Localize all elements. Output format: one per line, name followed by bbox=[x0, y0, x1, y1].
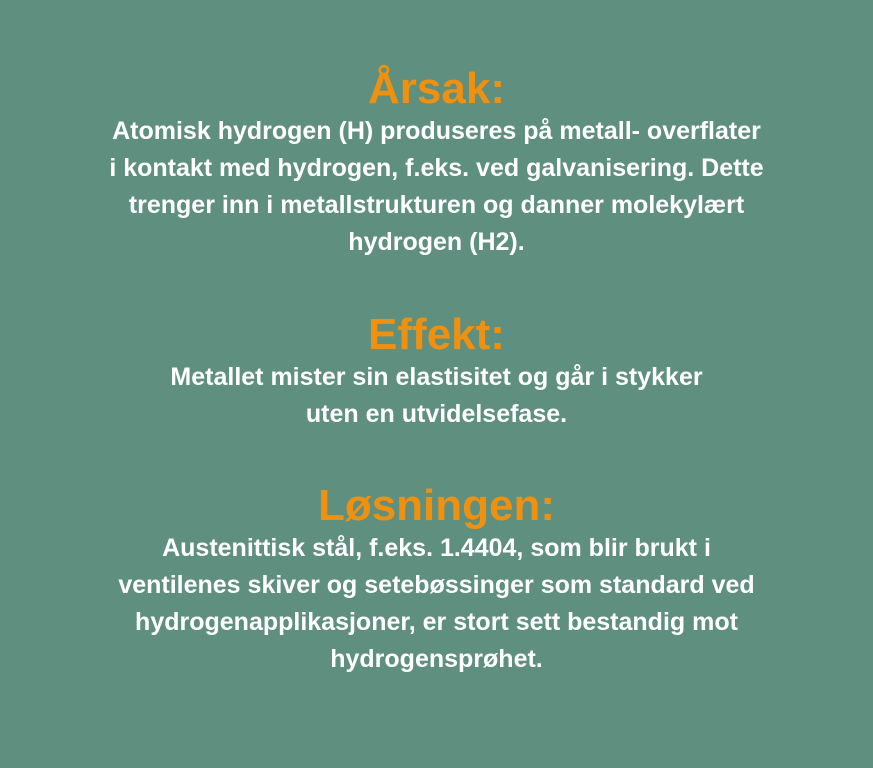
cause-text-line: i kontakt med hydrogen, f.eks. ved galvanisering. Dette bbox=[109, 154, 764, 182]
cause-text-line: trenger inn i metallstrukturen og danner molekylært bbox=[128, 191, 745, 219]
effect-text-line: Metallet mister sin elastisitet og går i stykker bbox=[170, 363, 703, 391]
cause-text-line: hydrogen (H2). bbox=[348, 228, 525, 256]
solution-text-line: hydrogenapplikasjoner, er stort sett bestandig mot bbox=[135, 608, 738, 636]
cause-text bbox=[37, 113, 837, 261]
cause-section bbox=[0, 65, 873, 261]
solution-section bbox=[0, 482, 873, 678]
solution-text-line: hydrogensprøhet. bbox=[330, 645, 543, 673]
effect-section bbox=[0, 311, 873, 433]
effect-text-line: uten en utvidelsefase. bbox=[305, 400, 568, 428]
solution-text-line: ventilenes skiver og setebøssinger som standard ved bbox=[118, 571, 755, 599]
solution-text-line: Austenittisk stål, f.eks. 1.4404, som blir brukt i bbox=[162, 534, 711, 562]
solution-heading: Løsningen: bbox=[317, 481, 556, 530]
effect-text bbox=[87, 359, 787, 433]
effect-heading: Effekt: bbox=[368, 310, 505, 359]
cause-heading: Årsak: bbox=[368, 64, 505, 113]
cause-text-line: Atomisk hydrogen (H) produseres på metall- overflater bbox=[112, 117, 761, 145]
solution-text bbox=[42, 530, 832, 678]
